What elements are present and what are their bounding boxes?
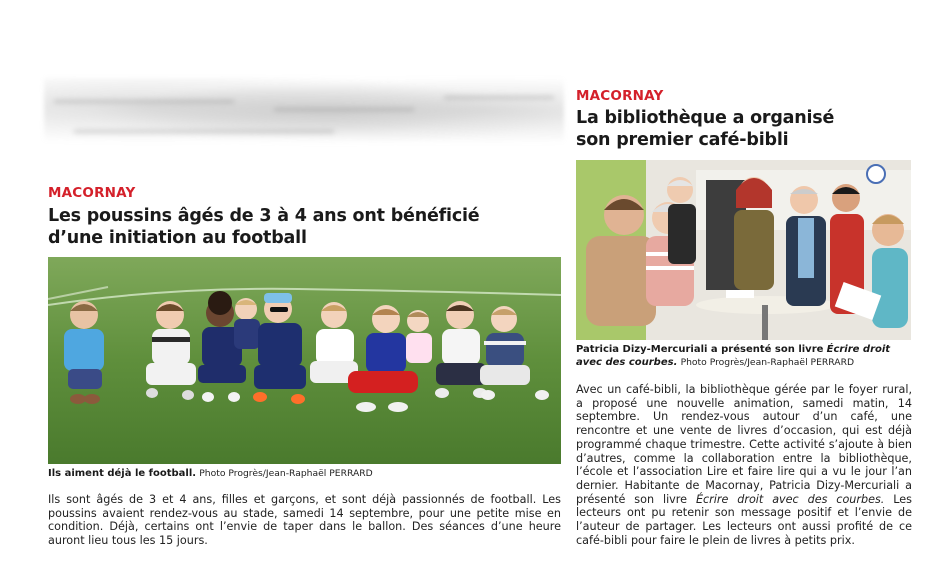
right-body-part2: Les lecteurs ont pu retenir son message positif et l’envie de l’auteur de partager. Les lecteurs ont aussi profité de ce café-bibli pour faire le plein de livres à petits prix. (576, 492, 913, 547)
left-caption-credit: Photo Progrès/Jean-Raphaël PERRARD (199, 468, 373, 479)
left-headline-line1: Les poussins âgés de 3 à 4 ans ont bénéficié (48, 206, 480, 226)
right-headline-line2: son premier café-bibli (576, 130, 789, 150)
right-caption-book-title: Écrire droit avec des courbes. (576, 344, 891, 368)
right-headline-line1: La bibliothèque a organisé (576, 108, 835, 128)
football-kids-illustration (48, 257, 561, 464)
blurred-redacted-area (44, 78, 564, 150)
right-caption (576, 343, 911, 369)
right-body (576, 383, 912, 547)
football-kids-photo (48, 257, 561, 464)
kid-8 (406, 310, 432, 363)
left-caption-bold: Ils aiment déjà le football. (48, 468, 197, 479)
right-body-book-title: Écrire droit avec des courbes. (695, 492, 885, 506)
right-caption-bold: Patricia Dizy-Mercuriali a présenté son livre (576, 344, 824, 355)
right-kicker: MACORNAY (576, 88, 664, 104)
right-headline (576, 107, 916, 151)
library-illustration (576, 160, 911, 340)
kid-4 (234, 298, 260, 349)
right-body-part1: Avec un café-bibli, la bibliothèque gérée par le foyer rural, a proposé une nouvelle animation, samedi matin, 14 septembre. Un rendez-vous autour d’un café, une rencontre et une vente de livres d’occasion, qui est déjà programmé chaque trimestre. Cette activité s’ajoute à bien d’autres, comme la collaboration entre la bibliothèque, l’école et l’association Lire et faire lire qui a vu le jour l’an dernier. Habitante de Macornay, Patricia Dizy-Mercuriali a présenté son livre (576, 383, 912, 506)
left-kicker: MACORNAY (48, 185, 136, 201)
left-caption (48, 467, 561, 480)
left-headline-line2: d’une initiation au football (48, 228, 307, 248)
left-headline (48, 205, 568, 249)
right-caption-credit: Photo Progrès/Jean-Raphaël PERRARD (680, 357, 855, 368)
left-body: Ils sont âgés de 3 et 4 ans, filles et garçons, et sont déjà passionnés de football. Les poussins avaient rendez-vous au stade, samedi 14 septembre, pour une petite mise en condition. Déjà, certains ont l’envie de taper dans le ballon. Des séances d’une heure auront lieu tous les 15 jours. (48, 493, 561, 548)
cafe-bibli-photo (576, 160, 911, 340)
